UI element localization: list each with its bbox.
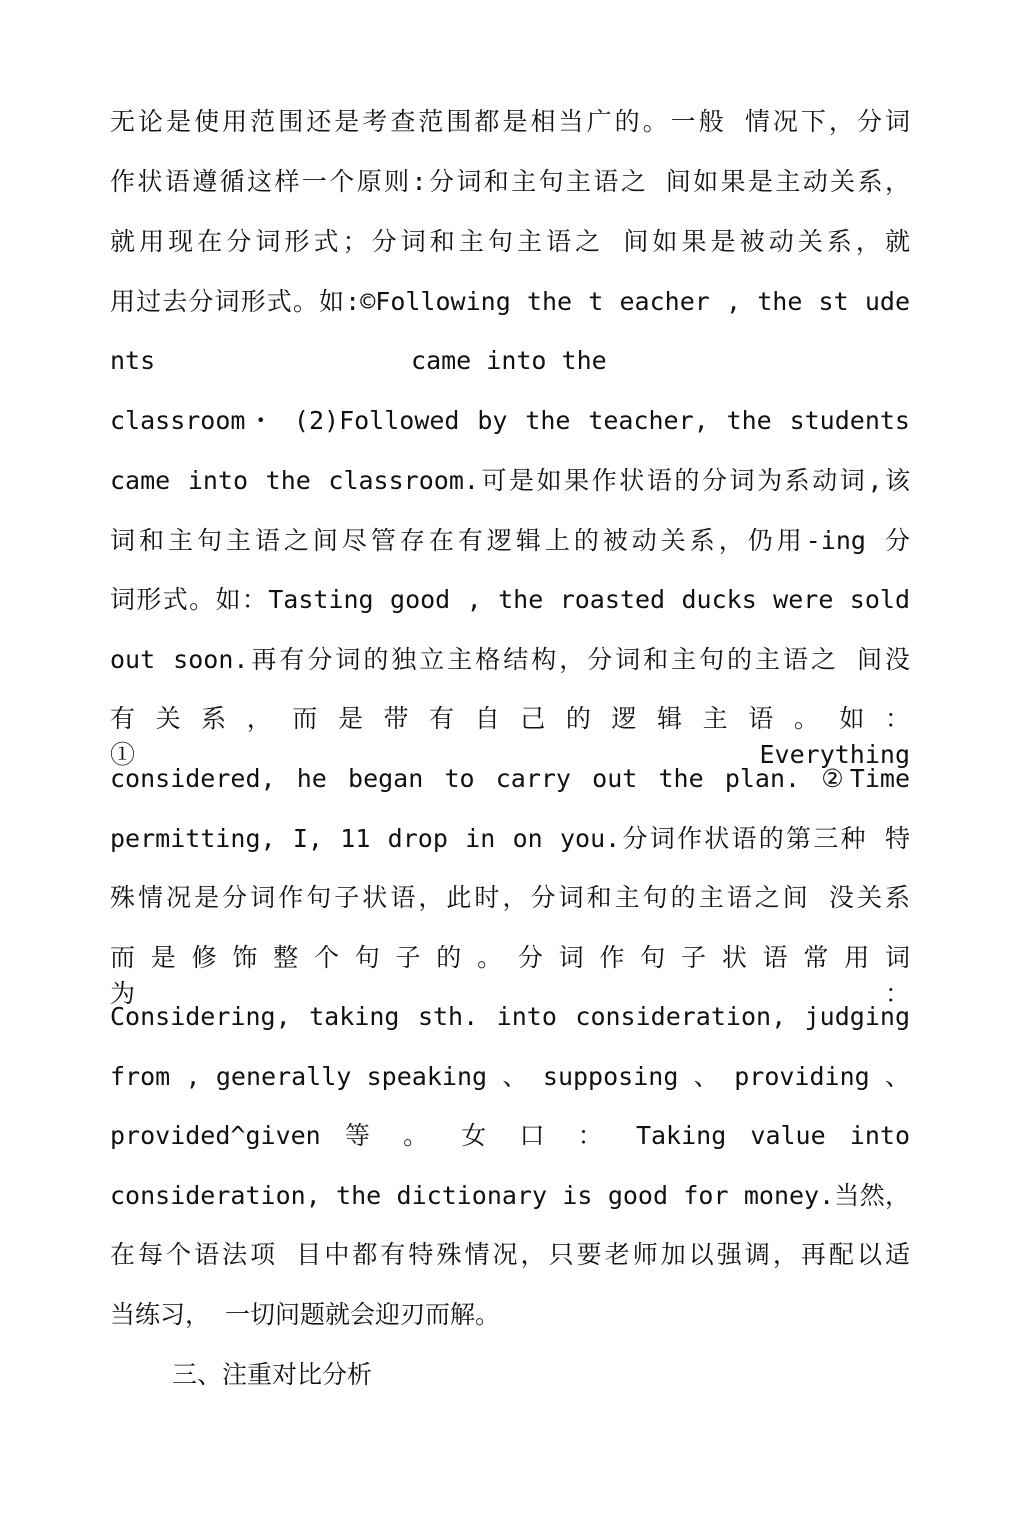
text-line: Considering, taking sth. into consideration, judging xyxy=(110,1002,910,1031)
text-line: 用过去分词形式。如:©Following the t eacher , the st ude xyxy=(110,287,910,316)
text-line: 殊情况是分词作句子状语，此时，分词和主句的主语之间 没关系 xyxy=(110,883,910,912)
text-line: 无论是使用范围还是考查范围都是相当广的。一般 情况下，分词 xyxy=(110,107,910,136)
text-line: 词形式。如：Tasting good , the roasted ducks were sold xyxy=(110,585,910,614)
section-heading: 三、注重对比分析 xyxy=(172,1360,373,1389)
text-line: 作状语遵循这样一个原则:分词和主句主语之 间如果是主动关系， xyxy=(110,167,910,196)
text-line: classroom・ (2)Followed by the teacher, the students xyxy=(110,406,910,435)
text-line: considered, he began to carry out the plan. ②Time xyxy=(110,764,910,793)
text-line: 当练习， 一切问题就会迎刃而解。 xyxy=(110,1300,501,1329)
text-line: permitting, I, 11 drop in on you.分词作状语的第三种 特 xyxy=(110,824,910,853)
text-line: nts came into the xyxy=(110,346,607,375)
text-line: from , generally speaking 、 supposing 、 providing 、 xyxy=(110,1062,910,1091)
text-line: consideration, the dictionary is good for money.当然， xyxy=(110,1181,910,1210)
text-line: 就用现在分词形式；分词和主句主语之 间如果是被动关系，就 xyxy=(110,227,910,256)
text-line: out soon.再有分词的独立主格结构，分词和主句的主语之 间没 xyxy=(110,645,910,674)
text-line: 词和主句主语之间尽管存在有逻辑上的被动关系，仍用-ing 分 xyxy=(110,526,910,555)
text-line: 而 是 修 饰 整 个 句 子 的 。 分 词 作 句 子 状 语 常 用 词 为 ： xyxy=(110,943,910,1008)
text-line: provided^given 等 。 女 口 ： Taking value into xyxy=(110,1121,910,1150)
text-line: came into the classroom.可是如果作状语的分词为系动词,该 xyxy=(110,466,910,495)
text-line: 在每个语法项 目中都有特殊情况，只要老师加以强调，再配以适 xyxy=(110,1240,910,1269)
text-line: 有 关 系 ， 而 是 带 有 自 己 的 逻 辑 主 语 。 如 ： ①Everything xyxy=(110,704,910,769)
